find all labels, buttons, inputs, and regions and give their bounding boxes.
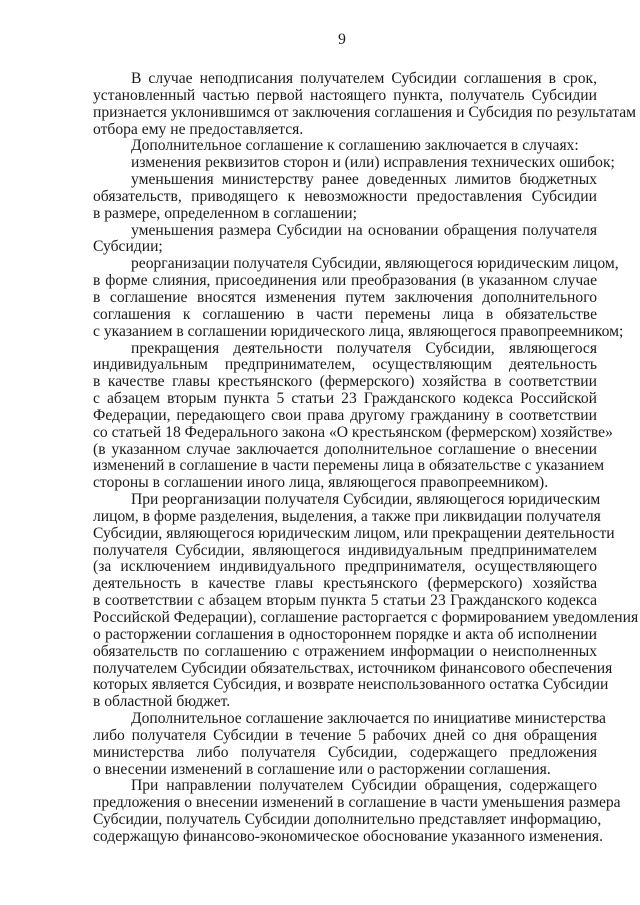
text-line: предложения о внесении изменений в соглашение в части уменьшения размера bbox=[93, 794, 621, 812]
text-line: Субсидии; bbox=[93, 238, 163, 256]
text-line: При реорганизации получателя Субсидии, являющегося юридическим bbox=[131, 491, 601, 509]
text-line: установленный частью первой настоящего пункта, получатель Субсидии bbox=[93, 86, 597, 104]
text-line: обязательств по соглашению с отражением информации о неисполненных bbox=[93, 642, 597, 660]
text-line: в соглашение вносятся изменения путем заключения дополнительного bbox=[93, 288, 597, 306]
text-line: изменений в соглашение в части перемены лица в обязательстве с указанием bbox=[93, 457, 605, 475]
text-line: индивидуальным предпринимателем, осуществляющим деятельность bbox=[93, 356, 597, 374]
text-line: либо получателя Субсидии в течение 5 рабочих дней со дня обращения bbox=[93, 726, 597, 744]
page-number: 9 bbox=[338, 31, 346, 48]
text-line: в соответствии с абзацем вторым пункта 5 статьи 23 Гражданского кодекса bbox=[93, 592, 597, 610]
text-line: в размере, определенном в соглашении; bbox=[93, 204, 357, 222]
text-line: о расторжении соглашения в одностороннем порядке и акта об исполнении bbox=[93, 625, 597, 643]
text-line: стороны в соглашении иного лица, являющегося правопреемником). bbox=[93, 474, 549, 492]
text-line: (за исключением индивидуального предпринимателя, осуществляющего bbox=[93, 558, 597, 576]
paragraph bbox=[93, 70, 636, 138]
text-line: которых является Субсидия, и возврате неиспользованного остатка Субсидии bbox=[93, 676, 609, 694]
text-line: Российской Федерации), соглашение расторгается с формированием уведомления bbox=[93, 609, 639, 626]
text-line: Субсидии, получатель Субсидии дополнительно представляет информацию, bbox=[93, 811, 602, 829]
document-body bbox=[93, 70, 639, 846]
text-line: о внесении изменений в соглашение или о расторжении соглашения. bbox=[93, 760, 551, 778]
text-line: (в указанном случае заключается дополнительное соглашение о внесении bbox=[93, 440, 597, 458]
text-line: в качестве главы крестьянского (фермерского) хозяйства в соответствии bbox=[93, 373, 597, 391]
text-line: получателем Субсидии обязательствах, источником финансового обеспечения bbox=[93, 659, 613, 677]
text-line: Федерации, передающего свои права другому гражданину в соответствии bbox=[93, 406, 597, 424]
paragraph bbox=[93, 223, 597, 257]
text-line: изменения реквизитов сторон и (или) исправления технических ошибок; bbox=[131, 154, 615, 172]
text-line: Субсидии, являющегося юридическим лицом, или прекращении деятельности bbox=[93, 524, 615, 542]
text-line: с указанием в соглашении юридического лица, являющегося правопреемником; bbox=[93, 322, 624, 340]
text-line: Дополнительное соглашение к соглашению заключается в случаях: bbox=[131, 137, 579, 155]
text-line: деятельность в качестве главы крестьянского (фермерского) хозяйства bbox=[93, 575, 597, 593]
paragraph bbox=[93, 710, 606, 778]
text-line: в форме слияния, присоединения или преобразования (в указанном случае bbox=[93, 272, 597, 290]
paragraph bbox=[93, 777, 621, 845]
text-line: обязательств, приводящего к невозможности предоставления Субсидии bbox=[93, 187, 597, 205]
text-line: признается уклонившимся от заключения соглашения и Субсидия по результатам bbox=[93, 103, 636, 121]
paragraph bbox=[93, 339, 613, 493]
text-line: отбора ему не предоставляется. bbox=[93, 120, 304, 138]
paragraph bbox=[93, 491, 639, 711]
paragraph bbox=[93, 172, 597, 223]
text-line: со статьей 18 Федерального закона «О крестьянском (фермерском) хозяйстве» bbox=[93, 423, 613, 441]
text-line: министерства либо получателя Субсидии, содержащего предложения bbox=[93, 743, 597, 761]
text-line: В случае неподписания получателем Субсидии соглашения в срок, bbox=[131, 70, 597, 87]
text-line: уменьшения министерству ранее доведенных лимитов бюджетных bbox=[131, 171, 597, 189]
text-line: соглашения к соглашению в части перемены лица в обязательстве bbox=[93, 305, 597, 323]
text-line: содержащую финансово-экономическое обоснование указанного изменения. bbox=[93, 827, 603, 845]
paragraph bbox=[93, 255, 624, 340]
paragraph bbox=[93, 154, 615, 172]
text-line: уменьшения размера Субсидии на основании обращения получателя bbox=[131, 221, 597, 239]
text-line: в областной бюджет. bbox=[93, 693, 231, 711]
text-line: получателя Субсидии, являющегося индивидуальным предпринимателем bbox=[93, 541, 597, 559]
paragraph bbox=[93, 138, 597, 155]
text-line: Дополнительное соглашение заключается по инициативе министерства bbox=[131, 710, 606, 728]
text-line: с абзацем вторым пункта 5 статьи 23 Гражданского кодекса Российской bbox=[93, 390, 597, 408]
text-line: прекращения деятельности получателя Субсидии, являющегося bbox=[131, 339, 597, 357]
text-line: лицом, в форме разделения, выделения, а также при ликвидации получателя bbox=[93, 507, 601, 525]
text-line: реорганизации получателя Субсидии, являющегося юридическим лицом, bbox=[131, 255, 619, 273]
text-line: При направлении получателем Субсидии обращения, содержащего bbox=[131, 777, 597, 795]
